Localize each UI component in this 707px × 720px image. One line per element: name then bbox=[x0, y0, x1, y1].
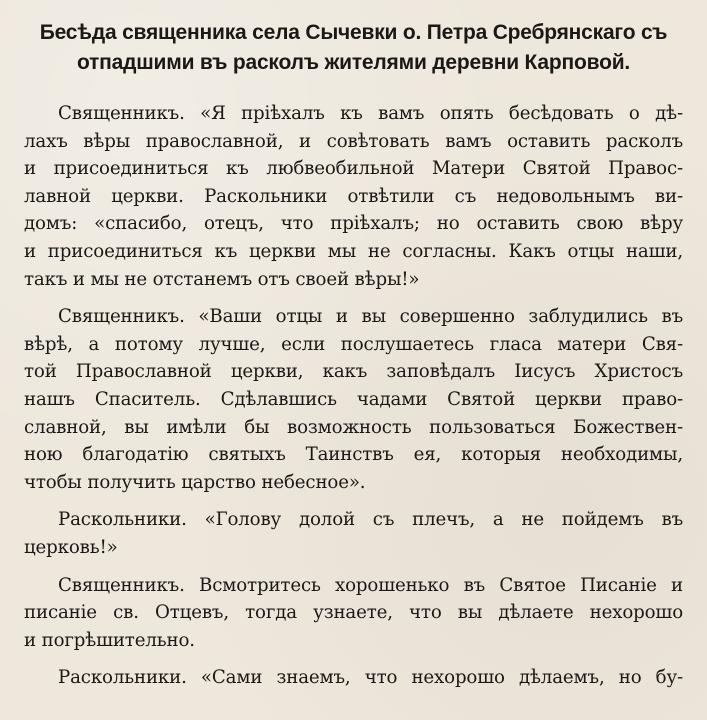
paragraph-schismatics-2 bbox=[24, 664, 683, 692]
text-line: церковь!» bbox=[24, 536, 118, 558]
text-line: Раскольники. «Голову долой съ плечъ, а не пойдемъ въ bbox=[58, 509, 683, 531]
paragraph-priest-3 bbox=[24, 572, 683, 655]
text-line: Священникъ. «Ваши отцы и вы совершенно заблудились въ bbox=[58, 306, 683, 328]
text-line: Священникъ. «Я пріѣхалъ къ вамъ опять бесѣдовать о дѣ- bbox=[58, 103, 683, 124]
title-line-1: Бесѣда священника села Сычевки о. Петра Сребрянскаго съ bbox=[39, 21, 668, 44]
paragraph-schismatics-1 bbox=[24, 506, 683, 561]
article-body bbox=[24, 100, 683, 692]
text-line: лахъ вѣры православной, и совѣтовать вамъ оставить расколъ bbox=[24, 130, 683, 152]
text-line: Раскольники. «Сами знаемъ, что нехорошо дѣлаемъ, но бу- bbox=[58, 667, 683, 689]
text-line: писаніе св. Отцевъ, тогда узнаете, что вы дѣлаете нехорошо bbox=[24, 602, 683, 624]
text-line: той Православной церкви, какъ заповѣдалъ Іисусъ Христосъ bbox=[24, 361, 683, 383]
text-line: нашъ Спаситель. Сдѣлавшись чадами Святой церкви право- bbox=[24, 388, 683, 410]
title-line-2: отпадшими въ расколъ жителями деревни Карповой. bbox=[76, 51, 631, 74]
text-line: вѣрѣ, а потому лучше, если послушаетесь гласа матери Свя- bbox=[24, 333, 683, 355]
text-line: такъ и мы не отстанемъ отъ своей вѣры!» bbox=[24, 268, 420, 290]
text-line: и присоединиться къ любвеобильной Матери Святой Правос- bbox=[24, 158, 683, 180]
article-title bbox=[24, 18, 683, 78]
text-line: ною благодатію святыхъ Таинствъ ея, которыя необходимы, bbox=[24, 444, 683, 466]
paragraph-priest-2 bbox=[24, 303, 683, 496]
text-line: лавной церкви. Раскольники отвѣтили съ недовольнымъ ви- bbox=[24, 185, 683, 207]
text-line: Священникъ. Всмотритесь хорошенько въ Святое Писаніе и bbox=[58, 574, 683, 596]
text-line: домъ: «спасибо, отецъ, что пріѣхалъ; но оставить свою вѣру bbox=[24, 213, 683, 235]
paragraph-priest-1 bbox=[24, 100, 683, 293]
text-line: и погрѣшительно. bbox=[24, 629, 195, 651]
text-line: чтобы получить царство небесное». bbox=[24, 471, 366, 493]
text-line: и присоединиться къ церкви мы не согласны. Какъ отцы наши, bbox=[24, 240, 683, 262]
text-line: славной, вы имѣли бы возможность пользоваться Божествен- bbox=[24, 416, 683, 438]
